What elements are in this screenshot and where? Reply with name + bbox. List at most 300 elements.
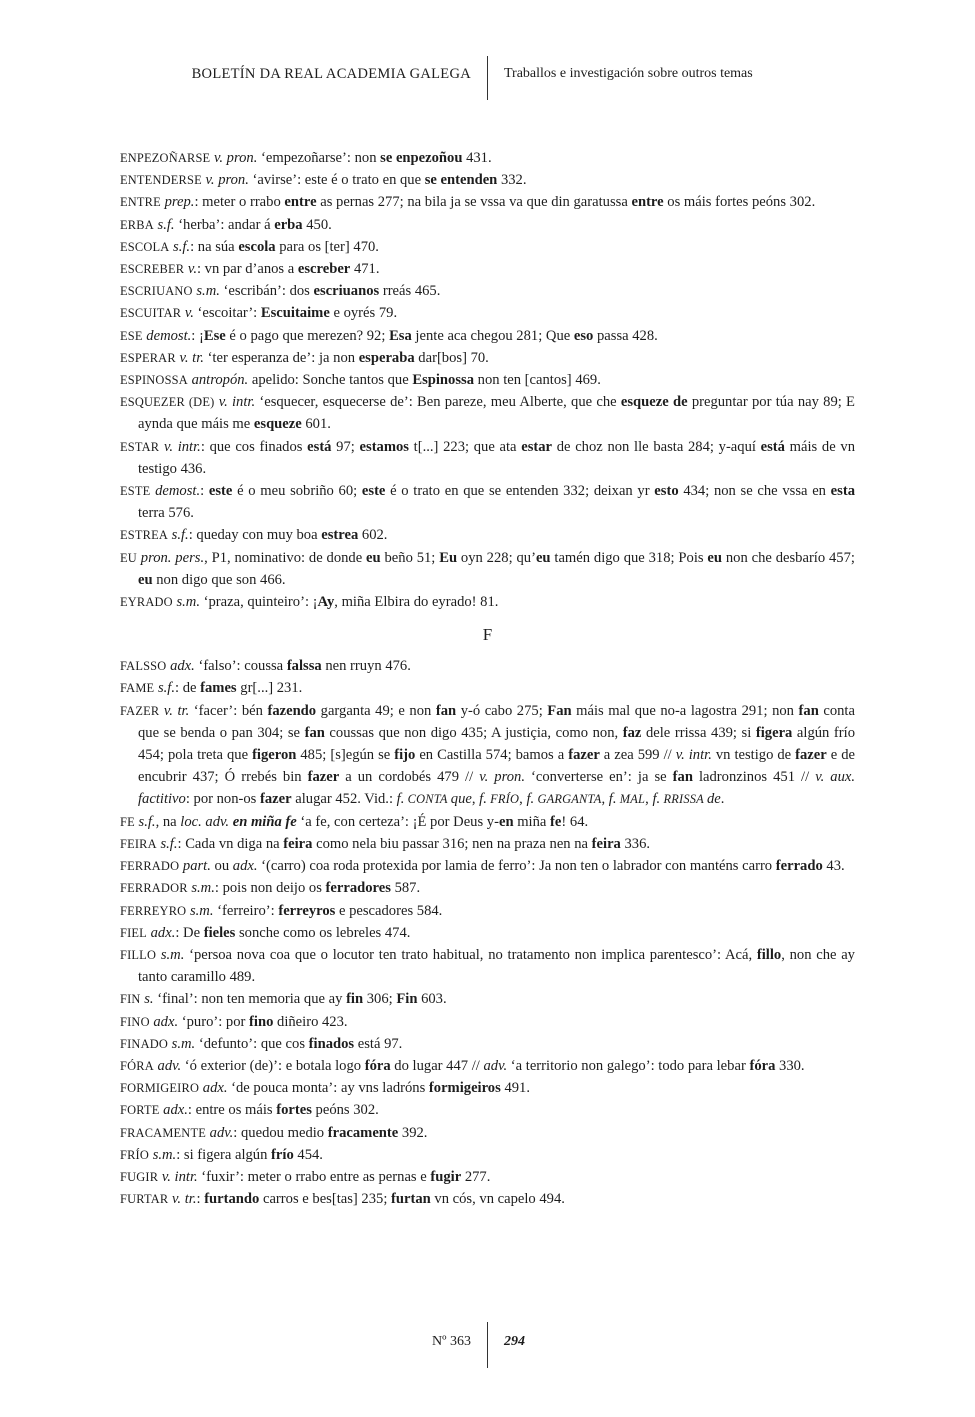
example-keyword: Ese [203,327,226,344]
entry-text: ‘herba’: andar á [174,216,275,233]
grammar-label: s.m. [152,1146,177,1163]
grammar-label: f. [652,791,661,808]
example-keyword: fan [304,724,325,741]
example-keyword: finados [308,1035,355,1052]
grammar-label: f. [526,791,535,808]
example-keyword: esta [830,483,855,500]
entry-text: : De [175,924,204,941]
entry-text: : entre os máis [187,1102,277,1119]
entry-text: 277. [461,1168,491,1185]
example-keyword: escola [238,238,276,255]
glossary-entry [120,147,855,169]
entry-text: 336. [620,835,651,852]
example-keyword: fazer [568,747,600,764]
example-keyword: esto [654,483,679,500]
glossary-entry [120,988,855,1010]
grammar-label: part. [182,858,211,875]
entry-text: ‘fuxir’: meter o rrabo entre as pernas e [197,1168,431,1185]
entry-text: 431. [462,150,492,166]
example-keyword: ferreyros [278,902,336,919]
example-keyword: erba [274,216,303,233]
grammar-label: s.m. [191,880,215,897]
entry-text: jente aca chegou 281; Que [411,327,574,344]
example-keyword: escriuanos [313,283,380,300]
grammar-label: v. [187,261,197,278]
cross-reference: MAL [616,792,646,807]
grammar-label: adx. [170,658,195,675]
entry-text: de choz non lle basta 284; y-aquí [552,438,761,455]
entry-text: 306; [363,991,397,1008]
example-keyword: este [361,483,386,500]
entry-text: , [471,791,480,808]
entry-text: é o trato en que se entenden 332; deixan yr [385,483,655,500]
example-keyword: fazer [795,747,827,764]
example-keyword: eu [138,571,153,588]
example-keyword: fóra [364,1057,391,1074]
entry-text: 602. [358,527,388,544]
glossary-entry [120,944,855,988]
headword: FRACAMENTE [120,1125,206,1140]
example-keyword: figera [755,724,793,741]
example-keyword: ferradores [325,880,391,897]
grammar-label: s.f. [138,813,156,830]
entry-text: rreás 465. [379,283,441,300]
entry-text: : [196,1191,205,1208]
grammar-label: antropón. [191,372,249,389]
entry-text: ‘de pouca monta’: ay vns ladróns [227,1080,429,1097]
entry-text: passa 428. [593,327,658,344]
grammar-label: v. tr. [172,1191,197,1208]
section-letter: F [482,625,493,645]
entry-text: ‘(carro) coa roda protexida por lamia de ferro’: Ja non ten o labrador con manténs carro [257,858,776,875]
headword: ERBA [120,217,154,232]
cross-reference: GARGANTA [534,792,602,807]
entry-text: e pescadores 584. [335,902,443,919]
example-keyword: Fan [547,702,572,719]
entry-text: ‘facer’: bén [189,702,268,719]
example-keyword: fóra [749,1057,776,1074]
entry-text: ‘ó exterior (de)’: e botala logo [181,1057,365,1074]
example-keyword: feira [283,835,313,852]
entry-text: ladronzinos 451 // [692,769,816,786]
headword: ESPERAR [120,350,176,365]
example-keyword: eu [707,549,723,566]
example-keyword: fugir [430,1168,462,1185]
example-keyword: se entenden [424,172,498,189]
grammar-label: prep. [164,194,195,211]
entry-text: 332. [497,172,527,189]
entry-text: ou [210,858,233,875]
example-keyword: eso [573,327,594,344]
entry-text: apelido: Sonche tantos que [248,372,413,389]
glossary-entry [120,1166,855,1188]
entry-text: ‘escribán’: dos [219,283,314,300]
entry-text: ‘ter esperanza de’: ja non [203,349,359,366]
headword: FINO [120,1014,150,1029]
grammar-label: demost. [155,483,201,500]
entry-text: algún frío 454; pola treta que [138,724,855,764]
grammar-label: s.m. [196,283,220,300]
headword: ESTREA [120,528,169,543]
glossary-entry [120,325,855,347]
entry-text: é o pago que merezen? 92; [225,327,390,344]
grammar-label: f. [396,791,405,808]
example-keyword: falssa [286,658,322,675]
entry-text: garganta 49; e non [316,702,436,719]
headword: FRÍO [120,1147,150,1162]
grammar-label: pron. pers. [140,549,205,566]
entry-text: . [720,791,725,808]
example-keyword: fazer [260,791,292,808]
entry-text: está 97. [354,1035,403,1052]
entry-text: , non che ay tanto caramillo 489. [138,946,855,986]
glossary-entry [120,811,855,833]
entry-text: 601. [301,416,331,433]
glossary-entry [120,655,855,677]
grammar-label: adx. [202,1080,228,1097]
example-keyword: fe [550,813,562,830]
entry-text: 587. [390,880,421,897]
entry-text: 491. [500,1080,530,1097]
grammar-label: adx. [232,858,258,875]
headword: FUGIR [120,1169,159,1184]
example-keyword: ferrado [775,858,823,875]
entry-text: non digo que son 466. [152,571,286,588]
running-header [0,56,975,100]
grammar-label: de [706,791,721,808]
entry-text: 330. [775,1057,805,1074]
entry-text: conta que se benda o pan 304; se [138,702,855,741]
entry-text: a un cordobés 479 // [339,769,480,786]
entry-text: : pois non deijo os [214,880,326,897]
glossary-entry [120,1077,855,1099]
glossary-entry [120,214,855,236]
headword: ESTE [120,484,151,499]
entry-text: , [519,791,527,808]
entry-text: miña [513,813,551,830]
example-keyword: furtan [391,1191,431,1208]
example-keyword: fortes [276,1102,312,1119]
entry-text: y-ó cabo 275; [456,702,548,719]
glossary-entry [120,436,855,480]
glossary-entry [120,1055,855,1077]
entry-text: ‘praza, quinteiro’: ¡ [200,594,318,611]
glossary-entry [120,855,855,877]
example-keyword: Ay [317,594,335,611]
entry-text: e oyrés 79. [329,305,398,322]
entry-text: preguntar por túa nay 89; E aynda que máis me [138,394,855,433]
entry-text: : de [175,680,201,697]
headword: FILLO [120,947,157,962]
entry-text: 471. [350,261,380,278]
section-title: Traballos e investigación sobre outros temas [504,66,753,81]
entry-text: , [601,791,609,808]
headword: FAME [120,681,155,696]
entry-text: ‘escoitar’: [193,305,261,322]
example-keyword: esqueze [253,416,302,433]
grammar-label: v. tr. [163,702,190,719]
glossary-entry [120,280,855,302]
entry-text: ‘esquecer, esquecerse de’: Ben pareze, meu Alberte, que che [255,394,621,411]
entry-text: ‘a territorio non galego’: todo para lebar [507,1057,750,1074]
grammar-label: f. [608,791,617,808]
grammar-label: v. pron. [205,172,249,189]
headword: FORTE [120,1103,160,1118]
grammar-label: v. pron. [479,769,525,786]
glossary-entry [120,1122,855,1144]
entry-text: do lugar 447 // [390,1057,484,1074]
grammar-label: s.m. [189,902,214,919]
entry-text: 43. [822,858,845,875]
glossary-entry [120,169,855,191]
example-keyword: Espinossa [412,372,474,389]
cross-reference: FRÍO [486,792,520,807]
glossary-entry [120,900,855,922]
example-keyword: faz [622,724,642,741]
example-keyword: Eu [439,549,458,566]
example-keyword: fan [798,702,819,719]
grammar-label: v. intr. [675,747,712,764]
entry-text: as pernas 277; na bila ja se vssa va que din garatussa [316,194,632,211]
example-keyword: fazendo [267,702,317,719]
headword: FIN [120,992,141,1007]
glossary-entry [120,1099,855,1121]
grammar-label: s.f. [173,238,191,255]
entry-text: : por non-os [185,791,261,808]
grammar-label: s. [144,991,154,1008]
entry-text: : ¡ [191,327,204,344]
grammar-label: v. tr. [179,349,204,366]
headword: ESE [120,328,143,343]
entry-text: en Castilla 574; bamos a [415,747,569,764]
glossary-entry [120,1188,855,1210]
glossary-entry [120,191,855,213]
entry-text: ‘ferreiro’: [213,902,279,919]
entry-text: os máis fortes peóns 302. [663,194,816,211]
grammar-label: adv. [209,1124,234,1141]
example-keyword: esperaba [358,349,415,366]
grammar-label: s.f. [160,835,178,852]
entry-text: ‘avirse’: este é o trato en que [248,172,425,189]
entry-text: , miña Elbira do eyrado! 81. [334,594,499,611]
headword: FINADO [120,1036,169,1051]
example-keyword: formigeiros [428,1080,501,1097]
headword: FERRADO [120,859,180,874]
example-keyword: esqueze de [620,394,688,411]
glossary-entry [120,677,855,699]
example-keyword: está [760,438,785,455]
example-keyword: fieles [203,924,236,941]
grammar-label: v. intr. [218,394,256,411]
entry-text: como nela biu passar 316; nen na praza nen na [312,835,592,852]
entry-text: , P1, nominativo: de donde [204,549,367,566]
example-keyword: Fin [396,991,418,1008]
grammar-label: s.m. [160,946,185,963]
example-keyword: furtando [204,1191,260,1208]
example-keyword: fazer [307,769,340,786]
example-keyword: fino [249,1013,274,1030]
entry-text: , [645,791,653,808]
entry-text: 454. [293,1146,323,1163]
example-keyword: figeron [252,747,297,764]
example-keyword: fracamente [327,1124,399,1141]
headword: ENTRE [120,195,161,210]
entry-text: 485; [s]egún se [296,747,395,764]
grammar-label: s.m. [171,1035,196,1052]
entry-text: é o meu sobriño 60; [232,483,362,500]
grammar-label: v. pron. [213,150,258,166]
entry-text: carros e bes[tas] 235; [259,1191,392,1208]
headword: ESCREBER [120,262,185,277]
headword: FÓRA [120,1058,154,1073]
entry-text: ‘empezoñarse’: non [257,150,381,166]
glossary-entry [120,524,855,546]
entry-text: : queday con muy boa [188,527,322,544]
entry-text: ‘final’: non ten memoria que ay [153,991,347,1008]
grammar-label: s.f. [157,216,175,233]
glossary-entry [120,369,855,391]
entry-text: ‘a fe, con certeza’: ¡É por Deus y- [296,813,499,830]
entry-text: ‘defunto’: que cos [195,1035,309,1052]
headword: FALSSO [120,659,167,674]
headword: EU [120,550,137,565]
entry-text: : si figera algún [176,1146,272,1163]
grammar-label: demost. [146,327,192,344]
headword: FERRADOR [120,881,188,896]
headword: FORMIGEIRO [120,1081,200,1096]
entry-text: 603. [417,991,447,1008]
example-keyword: estamos [359,438,409,455]
headword: FIEL [120,925,147,940]
headword: FERREYRO [120,903,187,918]
entry-text: ‘puro’: por [178,1013,250,1030]
entry-text: para os [ter] 470. [275,238,379,255]
headword: ESQUEZER (DE) [120,395,215,410]
issue-number: Nº 363 [432,1334,471,1349]
entry-text: dele rrissa 439; si [641,724,756,741]
grammar-label: loc. adv. [180,813,230,830]
glossary-entry [120,1011,855,1033]
glossary-entry [120,591,855,613]
grammar-label: v. intr. [163,438,201,455]
grammar-label: adx. [150,924,176,941]
glossary-entry [120,347,855,369]
example-keyword: entre [631,194,664,211]
example-keyword: fijo [394,747,416,764]
grammar-label: adx. [153,1013,179,1030]
entry-text: : Cada vn diga na [177,835,284,852]
entry-text: nen rruyn 476. [321,658,411,675]
example-keyword: escreber [297,261,351,278]
entry-text: peóns 302. [311,1102,379,1119]
glossary-entry [120,480,855,524]
entry-text: non ten [cantos] 469. [474,372,601,389]
grammar-label: s.f. [157,680,175,697]
entry-text: dar[bos] 70. [414,349,489,366]
entry-text: 434; non se che vssa en [678,483,831,500]
glossary-entry [120,922,855,944]
footer-divider [487,1322,488,1368]
entry-text: : vn par d’anos a [196,261,298,278]
grammar-label: v. aux. factitivo [138,769,855,808]
example-keyword: eu [535,549,551,566]
example-keyword: entre [284,194,317,211]
grammar-label: que [450,791,472,808]
example-keyword: está [307,438,332,455]
entry-text: ‘falso’: coussa [194,658,287,675]
journal-title: BOLETÍN DA REAL ACADEMIA GALEGA [191,66,471,82]
entry-text: oyn 228; qu’ [457,549,536,566]
headword: ESCUITAR [120,306,182,321]
entry-text: alugar 452. Vid.: [291,791,397,808]
entry-text: máis mal que no-a lagostra 291; non [571,702,799,719]
entry-text: coussas que non digo 435; A justiçia, como non, [324,724,623,741]
glossary-entry [120,391,855,435]
entry-text: gr[...] 231. [236,680,303,697]
page-number: 294 [504,1334,525,1349]
entry-text: beño 51; [380,549,440,566]
entry-text: diñeiro 423. [273,1013,348,1030]
cross-reference: RRISSA [660,792,707,807]
entry-text: e de encubrir 437; Ó rrebés bin [138,747,855,786]
grammar-label: f. [479,791,487,808]
grammar-label: v. intr. [161,1168,198,1185]
entry-text: non che desbarío 457; [722,549,855,566]
cross-reference: CONTA [404,792,451,807]
entry-text: 392. [398,1124,428,1141]
entry-text: ‘converterse en’: ja se [524,769,673,786]
headword: ESCOLA [120,239,170,254]
grammar-label: s.f. [171,527,189,544]
entry-text: 450. [302,216,332,233]
example-keyword: fames [200,680,237,697]
example-keyword: eu [366,549,381,566]
entry-text: 97; [331,438,360,455]
glossary-entry [120,547,855,591]
headword: FAZER [120,703,160,718]
example-keyword: Escuitaime [260,305,330,322]
headword: FE [120,814,135,829]
example-keyword: fillo [756,946,782,963]
glossary-entry [120,833,855,855]
example-keyword: este [208,483,233,500]
example-keyword: estrea [321,527,359,544]
glossary-entry [120,700,855,811]
glossary-entry [120,1033,855,1055]
glossary-entry [120,877,855,899]
glossary-entry [120,302,855,324]
grammar-label: adx. [163,1102,188,1119]
glossary-entry [120,236,855,258]
entry-text: vn cós, vn capelo 494. [430,1191,565,1208]
glossary-body [120,147,855,1210]
entry-text: a zea 599 // [599,747,676,764]
headword: ESTAR [120,439,160,454]
headword: ENPEZOÑARSE [120,151,211,165]
grammar-label: v. [184,305,194,322]
example-keyword: se enpezoñou [380,150,463,166]
example-keyword: en miña fe [232,813,297,830]
entry-text: máis de vn testigo 436. [138,438,855,477]
headword: FURTAR [120,1192,169,1207]
entry-text: : meter o rrabo [194,194,285,211]
entry-text: : [200,483,209,500]
headword: EYRADO [120,595,173,610]
entry-text: ‘persoa nova coa que o locutor ten trato habitual, no tratamento non implica parentesco’: Acá, [184,946,757,963]
example-keyword: Esa [389,327,412,344]
grammar-label: adv. [157,1057,182,1074]
example-keyword: en [498,813,514,830]
